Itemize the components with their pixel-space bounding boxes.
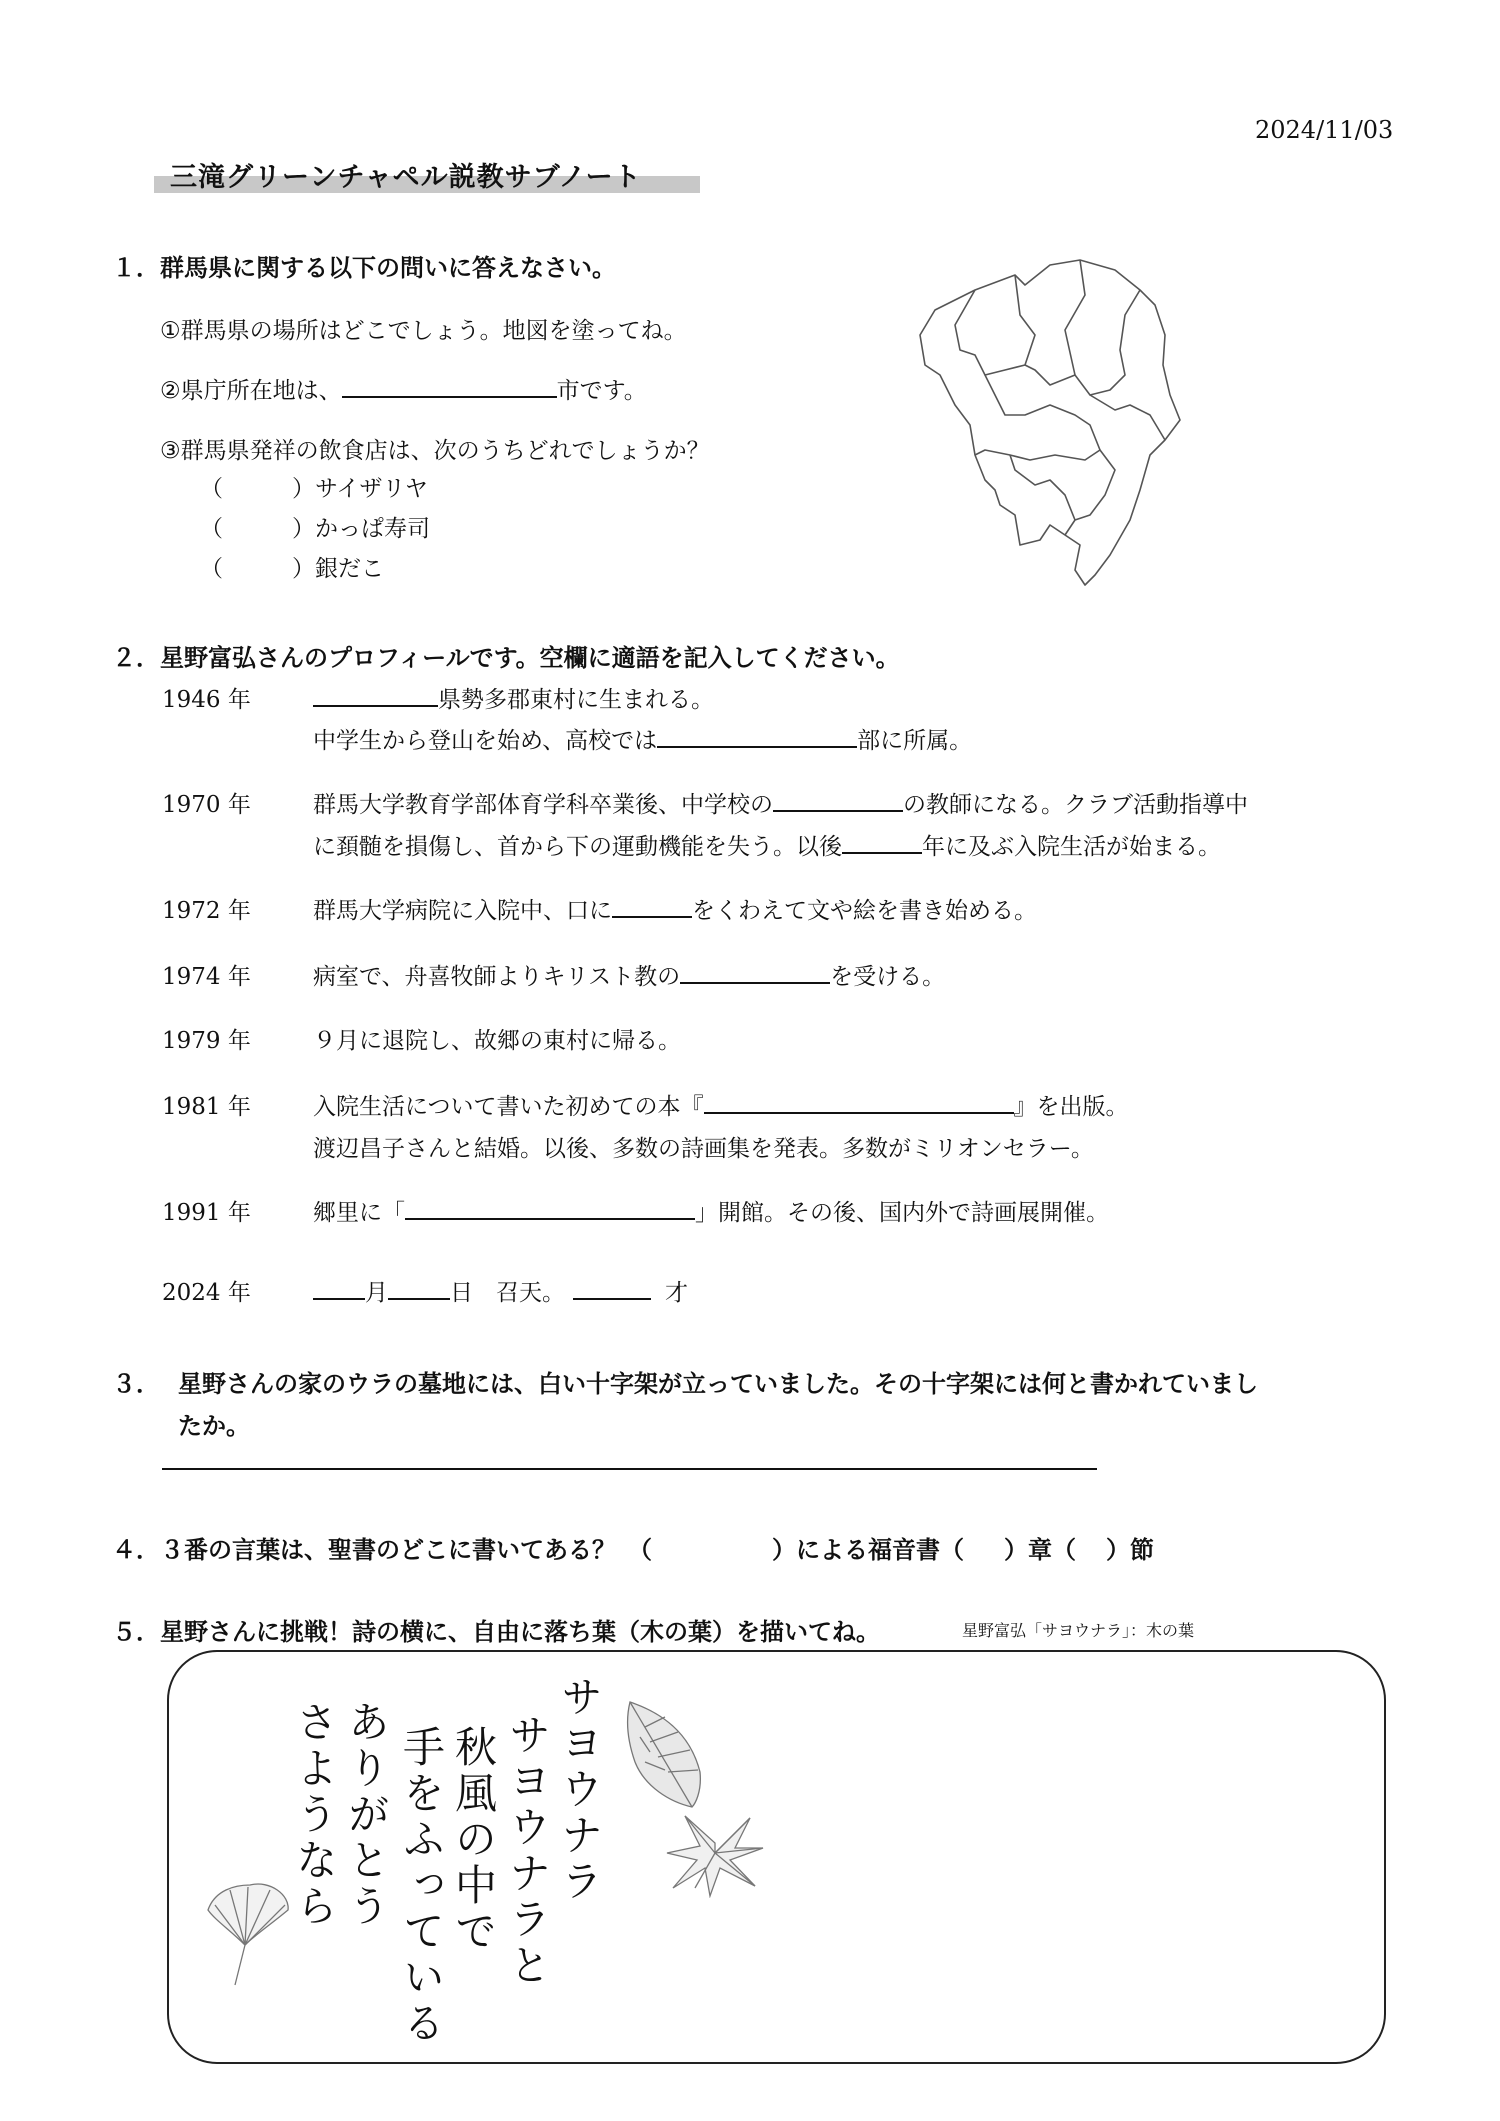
option-label: かっぱ寿司 — [315, 516, 430, 542]
text: 入院生活について書いた初めての本『 — [313, 1094, 704, 1120]
q1-b-before: ②県庁所在地は、 — [160, 378, 342, 404]
year-label: 1981 年 — [162, 1094, 251, 1120]
q1-option[interactable] — [200, 470, 428, 503]
blank-1991-museum[interactable] — [405, 1194, 695, 1220]
text: ４．３番の言葉は、聖書のどこに書いてある？ （ — [112, 1536, 652, 1564]
q5-heading: ５．星野さんに挑戦！詩の横に、自由に落ち葉（木の葉）を描いてね。 — [112, 1618, 880, 1646]
map-region — [975, 375, 1100, 460]
page-title: 三滝グリーンチャペル説教サブノート — [170, 162, 642, 193]
text: 病室で、舟喜牧師よりキリスト教の — [313, 964, 681, 990]
option-paren[interactable]: （ ） — [200, 476, 315, 502]
poem-line: 秋風の中で — [449, 1725, 498, 1955]
blank-2024-month[interactable] — [313, 1274, 365, 1300]
q1-a: ①群馬県の場所はどこでしょう。地図を塗ってね。 — [160, 318, 687, 344]
q3-answer-line[interactable] — [162, 1468, 1097, 1470]
year-label: 2024 年 — [162, 1280, 251, 1306]
blank-1981-book[interactable] — [704, 1088, 1014, 1114]
q3-number: ３． — [112, 1370, 160, 1398]
poem-line: サヨウナラ — [555, 1675, 604, 1905]
date: 2024/11/03 — [1255, 116, 1394, 144]
q1-option[interactable] — [200, 550, 384, 583]
map-region — [1065, 450, 1115, 535]
text: 月 — [365, 1280, 388, 1306]
text: 郷里に「 — [313, 1200, 405, 1226]
kanto-map[interactable] — [915, 255, 1215, 595]
year-label: 1974 年 — [162, 964, 251, 990]
text: 群馬大学教育学部体育学科卒業後、中学校の — [313, 792, 773, 818]
timeline-text-1979: ９月に退院し、故郷の東村に帰る。 — [313, 1028, 681, 1054]
text: 』を出版。 — [1013, 1094, 1129, 1120]
text: 才 — [665, 1280, 688, 1306]
year-label: 1970 年 — [162, 792, 251, 818]
option-paren[interactable]: （ ） — [200, 516, 315, 542]
timeline-text-1974 — [313, 958, 945, 991]
option-label: 銀だこ — [315, 556, 384, 582]
q4-question — [112, 1530, 1154, 1565]
blank-1974-sacrament[interactable] — [680, 958, 830, 984]
text: 」開館。その後、国内外で詩画展開催。 — [695, 1200, 1109, 1226]
option-label: サイザリヤ — [315, 476, 428, 502]
year-label: 1991 年 — [162, 1200, 251, 1226]
text: の教師になる。クラブ活動指導中 — [903, 792, 1248, 818]
text: ）節 — [1106, 1536, 1154, 1564]
q1-b-after: 市です。 — [556, 378, 647, 404]
blank-2024-age[interactable] — [573, 1274, 651, 1300]
timeline-text-2024 — [313, 1274, 688, 1307]
map-region — [1010, 455, 1075, 520]
text: ）章（ — [1004, 1536, 1076, 1564]
year-label: 1972 年 — [162, 898, 251, 924]
map-region — [920, 260, 1180, 585]
year-label: 1979 年 — [162, 1028, 251, 1054]
poem-line: さようなら — [290, 1700, 339, 1930]
timeline-text-1981b: 渡辺昌子さんと結婚。以後、多数の詩画集を発表。多数がミリオンセラー。 — [313, 1136, 1094, 1162]
timeline-text-1972 — [313, 892, 1037, 925]
q1-b-blank[interactable] — [342, 372, 557, 398]
timeline-text-1946a — [313, 681, 714, 714]
text: 中学生から登山を始め、高校では — [313, 728, 658, 754]
timeline-text-1970b — [313, 828, 1221, 861]
text: を受ける。 — [830, 964, 946, 990]
timeline-text-1946b — [313, 722, 972, 755]
text: をくわえて文や絵を書き始める。 — [692, 898, 1037, 924]
blank-2024-day[interactable] — [388, 1274, 450, 1300]
map-region — [955, 275, 1035, 375]
blank-1970-years[interactable] — [842, 828, 922, 854]
text: 日 召天。 — [450, 1280, 565, 1306]
blank-1972-tool[interactable] — [612, 892, 692, 918]
q1-heading: １．群馬県に関する以下の問いに答えなさい。 — [112, 254, 616, 282]
maple-leaf-illustration — [665, 1808, 765, 1898]
timeline-text-1970a — [313, 786, 1248, 819]
text: 県勢多郡東村に生まれる。 — [438, 687, 714, 713]
q3-line1: 星野さんの家のウラの墓地には、白い十字架が立っていました。その十字架には何と書かれていまし — [178, 1370, 1258, 1398]
map-region — [1075, 290, 1140, 395]
year-label: 1946 年 — [162, 687, 251, 713]
poem-line: サヨウナラと — [503, 1713, 552, 1989]
q1-c: ③群馬県発祥の飲食店は、次のうちどれでしょうか？ — [160, 438, 710, 464]
text: 部に所属。 — [857, 728, 973, 754]
q1-option[interactable] — [200, 510, 430, 543]
timeline-text-1981a — [313, 1088, 1129, 1121]
text: に頚髄を損傷し、首から下の運動機能を失う。以後 — [313, 834, 842, 860]
elm-leaf-illustration — [620, 1692, 710, 1812]
text: ）による福音書（ — [772, 1536, 964, 1564]
poem-line: ありがとう — [342, 1700, 391, 1930]
ginkgo-leaf-illustration — [200, 1875, 295, 1990]
timeline-text-1991 — [313, 1194, 1109, 1227]
blank-1970-subject[interactable] — [773, 786, 903, 812]
option-paren[interactable]: （ ） — [200, 556, 315, 582]
text: 群馬大学病院に入院中、口に — [313, 898, 612, 924]
q3-line2: たか。 — [178, 1412, 250, 1440]
blank-1946-prefecture[interactable] — [313, 681, 438, 707]
q5-caption: 星野富弘「サヨウナラ」：木の葉 — [962, 1621, 1195, 1640]
q2-heading: ２．星野富弘さんのプロフィールです。空欄に適語を記入してください。 — [112, 644, 900, 672]
poem-line: 手をふっている — [397, 1725, 446, 2047]
map-region — [1090, 395, 1165, 440]
blank-1946-club[interactable] — [657, 722, 857, 748]
text: 年に及ぶ入院生活が始まる。 — [922, 834, 1221, 860]
q1-b — [160, 372, 647, 405]
